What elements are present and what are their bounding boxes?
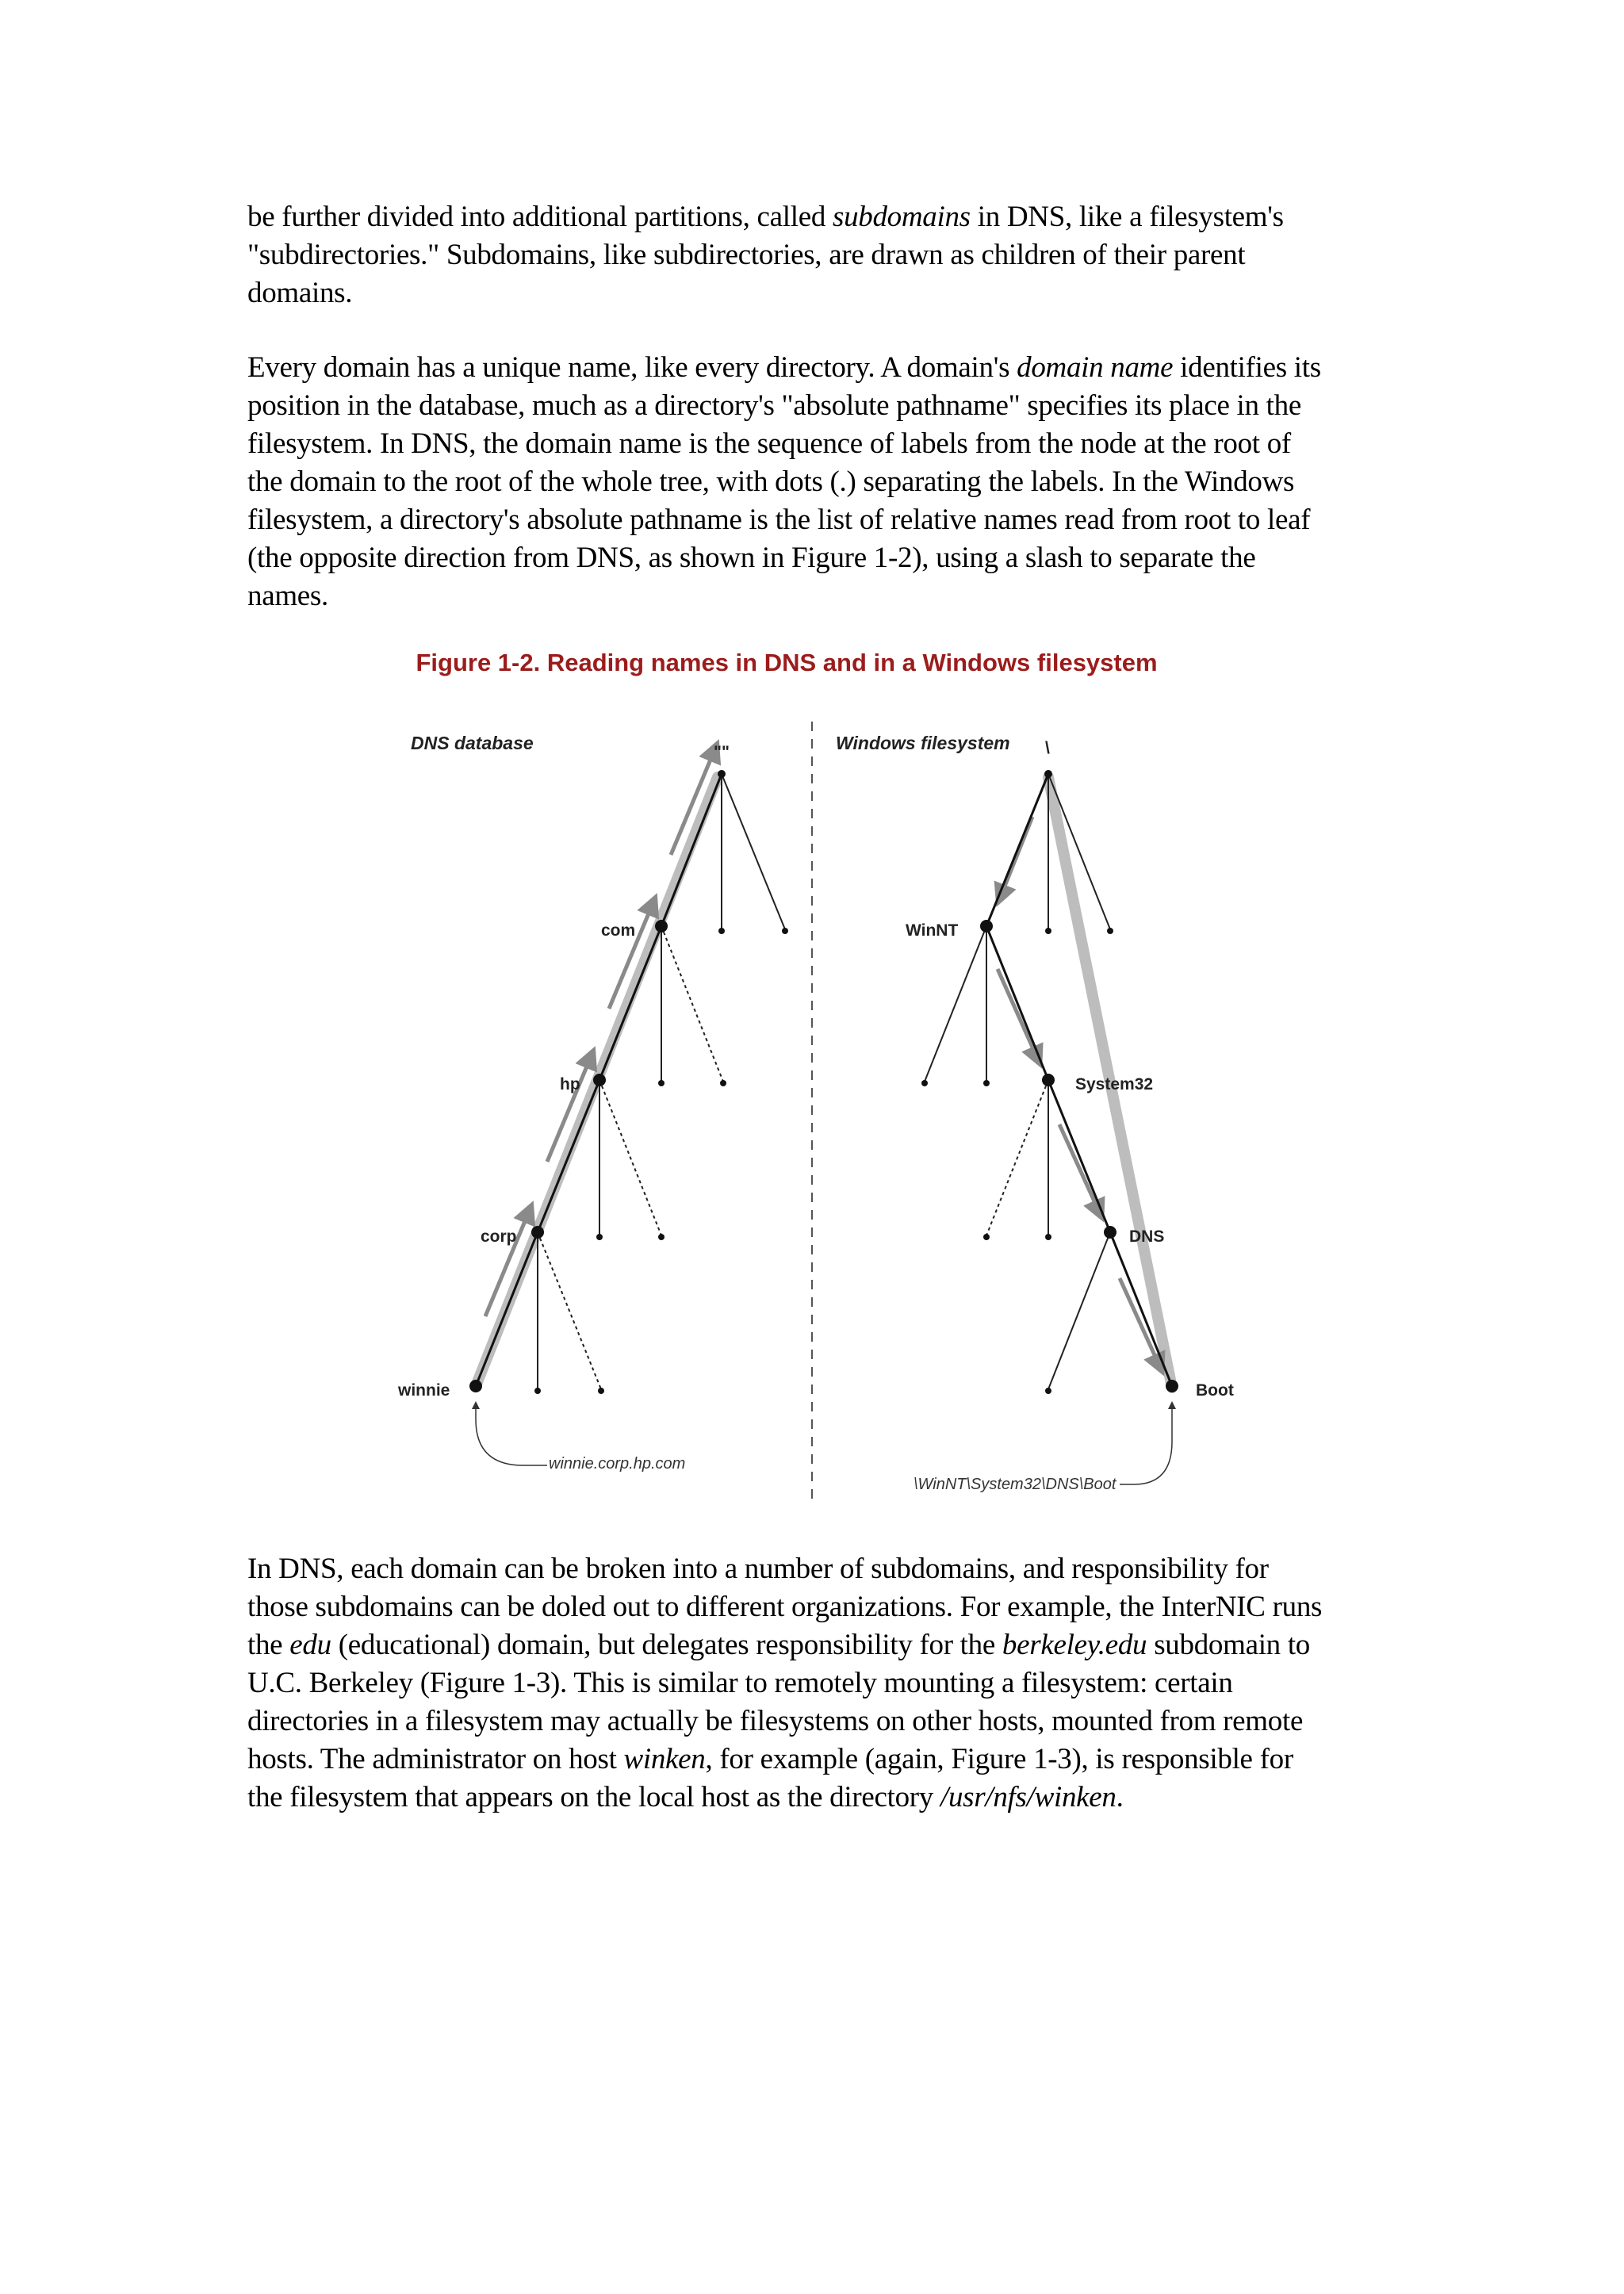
dns-label-corp: corp — [481, 1227, 517, 1246]
dns-leaf — [598, 1388, 604, 1394]
paragraph-delegation — [247, 1550, 1326, 1817]
windows-label-dns: DNS — [1129, 1227, 1165, 1246]
text: (educational) domain, but delegates responsibility for the — [331, 1629, 1002, 1661]
windows-branch — [986, 1080, 1048, 1235]
windows-tree — [836, 733, 1234, 1493]
windows-path-label: \WinNT\System32\DNS\Boot — [914, 1476, 1116, 1493]
windows-branch — [1048, 1232, 1110, 1389]
windows-label-system32: System32 — [1075, 1075, 1154, 1093]
dns-heading: DNS database — [411, 733, 534, 753]
dns-leaf — [782, 928, 788, 934]
text: , for example (again, Figure 1-3), is responsible for the filesystem that appears on the local host as the directory — [247, 1743, 1293, 1813]
windows-branch — [925, 926, 986, 1082]
dns-root-node — [718, 770, 726, 778]
dns-branch — [661, 926, 723, 1082]
windows-leaf — [1107, 928, 1113, 934]
dns-node-corp — [531, 1226, 544, 1239]
dns-node-winnie — [469, 1380, 482, 1392]
figure-caption: Figure 1-2. Reading names in DNS and in a Windows filesystem — [416, 649, 1158, 676]
emphasis: berkeley.edu — [1002, 1629, 1147, 1661]
windows-leaf — [983, 1234, 990, 1240]
text: Every domain has a unique name, like every directory. A domain's — [247, 351, 1017, 384]
text: be further divided into additional partitions, called — [247, 201, 833, 233]
emphasis: edu — [289, 1629, 331, 1661]
text: subdomain to U.C. Berkeley (Figure 1-3). This is similar to remotely mounting a filesystem: certain directories in a filesystem may actually be filesystems on other hosts, mounted from remote hosts. The administrator on host — [247, 1629, 1311, 1775]
windows-label-boot: Boot — [1196, 1381, 1234, 1400]
dns-branch — [599, 1080, 661, 1235]
windows-root-node — [1044, 770, 1052, 778]
windows-arrow — [1059, 1124, 1099, 1212]
dns-root-label: "" — [714, 743, 730, 761]
windows-path-pointer — [1120, 1405, 1172, 1484]
emphasis: /usr/nfs/winken — [940, 1781, 1116, 1813]
windows-node-winnt — [980, 920, 993, 933]
text: . — [1116, 1781, 1124, 1813]
emphasis: subdomains — [832, 201, 971, 233]
dns-label-winnie: winnie — [398, 1381, 450, 1400]
emphasis: domain name — [1017, 351, 1174, 384]
dns-label-hp: hp — [560, 1075, 580, 1093]
windows-node-boot — [1166, 1380, 1178, 1392]
windows-leaf — [1045, 928, 1051, 934]
windows-leaf — [983, 1080, 990, 1086]
windows-node-system32 — [1042, 1074, 1055, 1086]
windows-label-winnt: WinNT — [906, 921, 959, 940]
emphasis: winken — [623, 1743, 706, 1775]
dns-leaf — [534, 1388, 541, 1394]
windows-root-label: \ — [1045, 739, 1050, 757]
windows-leaf — [1045, 1234, 1051, 1240]
dns-path-label: winnie.corp.hp.com — [549, 1455, 686, 1473]
text: identifies its position in the database, much as a directory's "absolute pathname" specifies its place in the filesystem. In DNS, the domain name is the sequence of labels from the node at the root of the domain to the root of the whole tree, with dots (.) separating the labels. In the Windows filesystem, a directory's absolute pathname is the list of relative names read from root to leaf (the opposite direction from DNS, as shown in Figure 1-2), using a slash to separate the names. — [247, 351, 1321, 612]
dns-branch — [538, 1232, 601, 1389]
windows-node-dns — [1104, 1226, 1116, 1239]
dns-node-hp — [593, 1074, 606, 1086]
windows-arrow — [998, 969, 1037, 1058]
windows-heading: Windows filesystem — [836, 733, 1010, 753]
dns-leaf — [596, 1234, 603, 1240]
dns-tree — [397, 733, 788, 1473]
windows-leaf — [921, 1080, 928, 1086]
windows-arrow — [1001, 817, 1032, 896]
text: In DNS, each domain can be broken into a number of subdomains, and responsibility for those subdomains can be doled out to different organizations. For example, the InterNIC runs the — [247, 1553, 1323, 1661]
dns-branch — [722, 774, 785, 929]
dns-leaf — [658, 1234, 665, 1240]
dns-node-com — [655, 920, 668, 933]
windows-leaf — [1045, 1388, 1051, 1394]
dns-leaf — [720, 1080, 726, 1086]
dns-path-pointer — [476, 1405, 547, 1465]
dns-leaf — [658, 1080, 665, 1086]
dns-leaf — [718, 928, 725, 934]
text: in DNS, like a filesystem's "subdirectories." Subdomains, like subdirectories, are drawn as children of their parent domains. — [247, 201, 1284, 309]
dns-label-com: com — [601, 921, 636, 940]
